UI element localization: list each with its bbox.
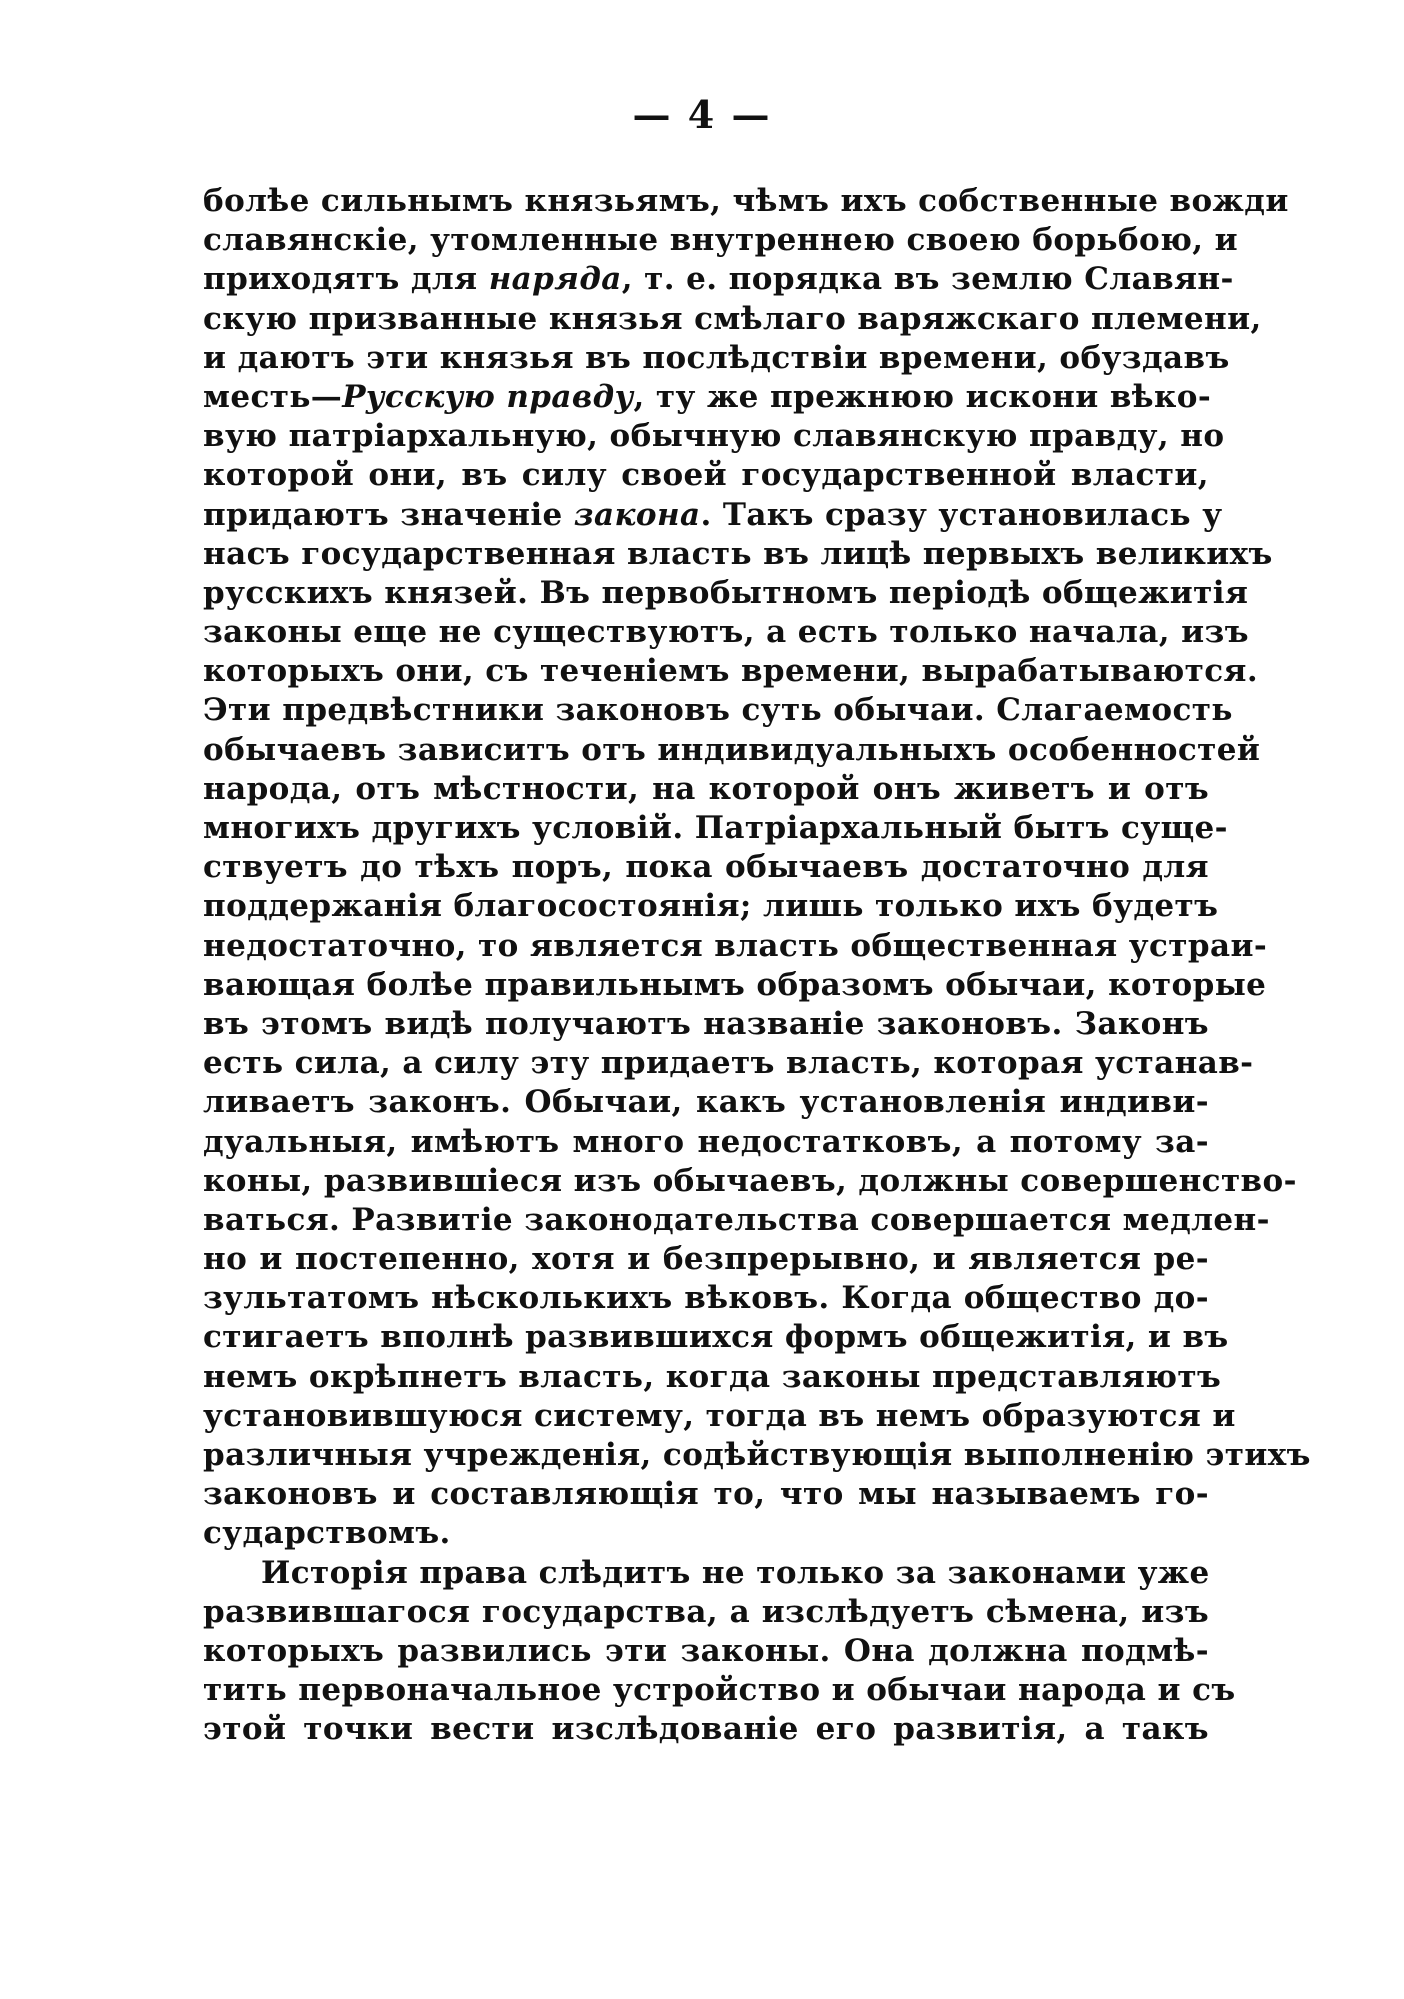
line-text: русскихъ князей. Въ первобытномъ періодѣ общежитія (203, 574, 1249, 611)
line-text: ваться. Развитіе законодательства совершается медлен- (203, 1201, 1270, 1238)
line-text: дуальныя, имѣютъ много недостатковъ, а потому за- (203, 1123, 1209, 1160)
line-italic-text: наряда (488, 261, 622, 298)
page-number: — 4 — (632, 92, 772, 137)
line-text: ствуетъ до тѣхъ поръ, пока обычаевъ достаточно для (203, 849, 1209, 886)
line-text: и даютъ эти князья въ послѣдствіи времени, обуздавъ (203, 339, 1230, 376)
line-text: зультатомъ нѣсколькихъ вѣковъ. Когда общество до- (203, 1280, 1209, 1317)
line-italic-text: закона (573, 496, 701, 533)
line-text: многихъ другихъ условій. Патріархальный бытъ суще- (203, 810, 1228, 846)
text-line (203, 221, 1239, 260)
line-text-rest: , ту же прежнюю искони вѣко- (633, 378, 1212, 415)
line-text: ливаетъ законъ. Обычаи, какъ установленія индиви- (203, 1084, 1209, 1121)
line-text: приходятъ для (203, 261, 489, 298)
text-line (203, 1514, 1209, 1553)
line-text: обычаевъ зависитъ отъ индивидуальныхъ особенностей (203, 731, 1261, 768)
text-line (203, 574, 1249, 613)
text-line (203, 260, 1234, 299)
line-text: коны, развившіеся изъ обычаевъ, должны совершенство- (203, 1162, 1297, 1199)
line-text: которыхъ они, съ теченіемъ времени, вырабатываются. (203, 653, 1259, 690)
line-text: вую патріархальную, обычную славянскую правду, но (203, 418, 1225, 455)
text-line (203, 1162, 1297, 1201)
body-text (203, 182, 1311, 1750)
text-line (203, 1632, 1209, 1671)
line-text: законы еще не существуютъ, а есть только начала, изъ (203, 614, 1249, 651)
line-text: Эти предвѣстники законовъ суть обычаи. Слагаемость (203, 692, 1233, 729)
line-text: насъ государственная власть въ лицѣ первыхъ великихъ (203, 535, 1273, 572)
line-text: законовъ и составляющія то, что мы называемъ го- (203, 1476, 1209, 1513)
text-line (203, 1554, 1209, 1593)
line-text: немъ окрѣпнетъ власть, когда законы представляютъ (203, 1358, 1222, 1395)
line-text: недостаточно, то является власть общественная устраи- (203, 927, 1268, 964)
text-line (203, 496, 1223, 535)
text-line (203, 378, 1212, 417)
line-text: Исторія права слѣдитъ не только за законами уже (261, 1554, 1210, 1591)
text-line (203, 927, 1268, 966)
text-line (203, 1358, 1222, 1397)
text-line (203, 770, 1209, 809)
line-text: есть сила, а силу эту придаетъ власть, которая устанав- (203, 1045, 1254, 1082)
line-text: поддержанія благосостоянія; лишь только ихъ будетъ (203, 888, 1219, 925)
line-text-rest: . Такъ сразу установилась у (700, 496, 1223, 533)
line-text: болѣе сильнымъ князьямъ, чѣмъ ихъ собственные вожди (203, 183, 1289, 219)
line-text: народа, отъ мѣстности, на которой онъ живетъ и отъ (203, 770, 1209, 807)
line-text: которой они, въ силу своей государственной власти, (203, 457, 1209, 494)
text-line (203, 456, 1209, 495)
line-text: но и постепенно, хотя и безпрерывно, и является ре- (203, 1241, 1209, 1278)
text-line (203, 848, 1209, 887)
text-line (203, 966, 1267, 1005)
line-text: развившагося государства, а изслѣдуетъ сѣмена, изъ (203, 1593, 1209, 1630)
text-line (203, 1005, 1209, 1044)
text-line (203, 1318, 1229, 1357)
text-line (203, 1436, 1311, 1475)
text-line (203, 1201, 1270, 1240)
line-text: вающая болѣе правильнымъ образомъ обычаи, которые (203, 966, 1267, 1003)
text-line (203, 1710, 1209, 1749)
text-line (203, 1593, 1209, 1632)
text-line (203, 887, 1219, 926)
line-italic-text: Русскую правду (342, 378, 634, 415)
line-text: этой точки вести изслѣдованіе его развитія, а такъ (203, 1711, 1209, 1748)
line-text: тить первоначальное устройство и обычаи народа и съ (203, 1672, 1236, 1709)
text-line (203, 1475, 1209, 1514)
line-text: месть— (203, 378, 343, 415)
line-text: славянскіе, утомленные внутреннею своею борьбою, и (203, 222, 1239, 259)
text-line (203, 1123, 1209, 1162)
line-text: придаютъ значеніе (203, 496, 574, 533)
line-text: стигаетъ вполнѣ развившихся формъ общежитія, и въ (203, 1319, 1229, 1356)
text-line (203, 1279, 1209, 1318)
text-line (203, 300, 1262, 339)
text-line (203, 535, 1273, 574)
text-line (203, 613, 1249, 652)
line-text: которыхъ развились эти законы. Она должна подмѣ- (203, 1632, 1209, 1669)
text-line (203, 1671, 1236, 1710)
text-line (203, 1044, 1254, 1083)
line-text: скую призванные князья смѣлаго варяжскаго племени, (203, 300, 1262, 337)
text-line (203, 417, 1225, 456)
text-line (203, 652, 1259, 691)
text-line (203, 182, 1289, 221)
line-text: различныя учрежденія, содѣйствующія выполненію этихъ (203, 1437, 1311, 1473)
text-line (203, 1240, 1209, 1279)
line-text: въ этомъ видѣ получаютъ названіе законовъ. Законъ (203, 1005, 1209, 1042)
line-text-rest: , т. е. порядка въ землю Славян- (621, 261, 1234, 298)
text-line (203, 1083, 1209, 1122)
text-line (203, 731, 1261, 770)
text-line (203, 691, 1233, 730)
text-line (203, 809, 1228, 848)
line-text: установившуюся систему, тогда въ немъ образуются и (203, 1397, 1236, 1434)
text-line (203, 1397, 1236, 1436)
line-text: сударствомъ. (203, 1515, 451, 1552)
text-line (203, 339, 1230, 378)
